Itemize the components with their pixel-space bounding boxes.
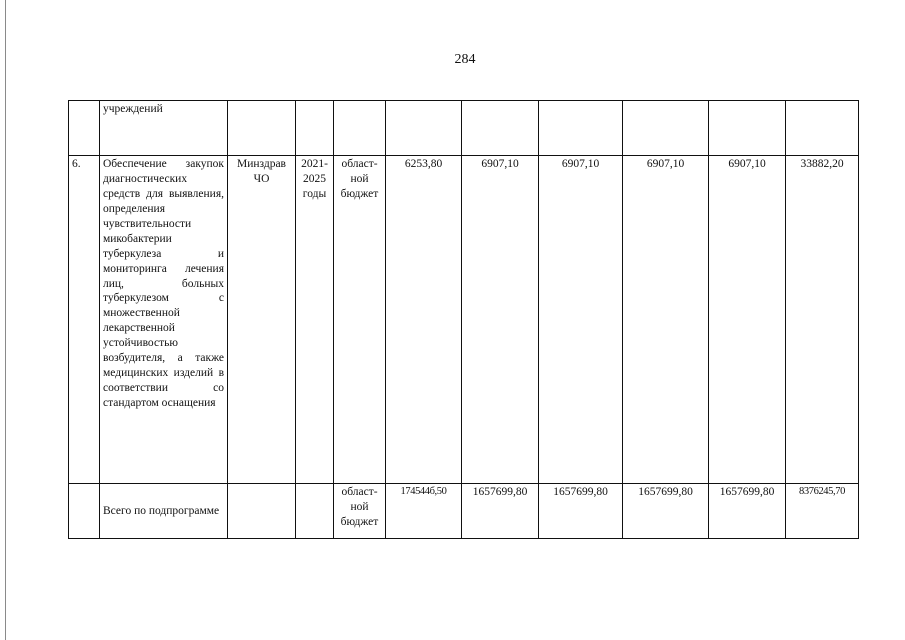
table-row-total xyxy=(69,484,859,539)
cell-total-value-3: 1657699,80 xyxy=(539,484,623,539)
table-row-continuation xyxy=(69,101,859,156)
left-margin-line xyxy=(5,0,6,640)
cell-number xyxy=(69,101,100,156)
cell-value-1: 6253,80 xyxy=(386,156,462,484)
cell-value-2: 6907,10 xyxy=(462,156,539,484)
cell-value-5: 6907,10 xyxy=(709,156,786,484)
cell-source: област-ной бюджет xyxy=(334,484,386,539)
cell-number xyxy=(69,484,100,539)
cell-value-4: 6907,10 xyxy=(623,156,709,484)
cell-item-name: учреждений xyxy=(100,101,228,156)
cell-total-value-5: 1657699,80 xyxy=(709,484,786,539)
cell-executor: Минздрав ЧО xyxy=(228,156,296,484)
cell-period xyxy=(296,484,334,539)
cell-total-value-4: 1657699,80 xyxy=(623,484,709,539)
cell-total-value-1: 174544б,50 xyxy=(386,484,462,539)
page-number: 284 xyxy=(454,52,476,67)
cell-source xyxy=(334,101,386,156)
cell-item-name: Обеспечение закупок диагностических средств для выявления, определения чувствительности микобактерии туберкулеза и мониторинга лечения лиц, больных туберкулезом с множественной лекарственной устойчивостью возбудителя, а также медицинских изделий в соответствии со стандартом оснащения xyxy=(100,156,228,484)
cell-total-value-2: 1657699,80 xyxy=(462,484,539,539)
cell-value xyxy=(462,101,539,156)
cell-number: 6. xyxy=(69,156,100,484)
table-row-item-6 xyxy=(69,156,859,484)
cell-executor xyxy=(228,101,296,156)
cell-total-value-sum: 8376245,70 xyxy=(786,484,859,539)
cell-value xyxy=(786,101,859,156)
budget-table xyxy=(68,100,859,539)
cell-period xyxy=(296,101,334,156)
cell-value-3: 6907,10 xyxy=(539,156,623,484)
cell-value xyxy=(539,101,623,156)
cell-period: 2021-2025 годы xyxy=(296,156,334,484)
cell-total-label: Всего по подпрограмме xyxy=(100,484,228,539)
cell-value xyxy=(386,101,462,156)
cell-value xyxy=(623,101,709,156)
cell-value xyxy=(709,101,786,156)
cell-value-total: 33882,20 xyxy=(786,156,859,484)
cell-executor xyxy=(228,484,296,539)
cell-source: област-ной бюджет xyxy=(334,156,386,484)
